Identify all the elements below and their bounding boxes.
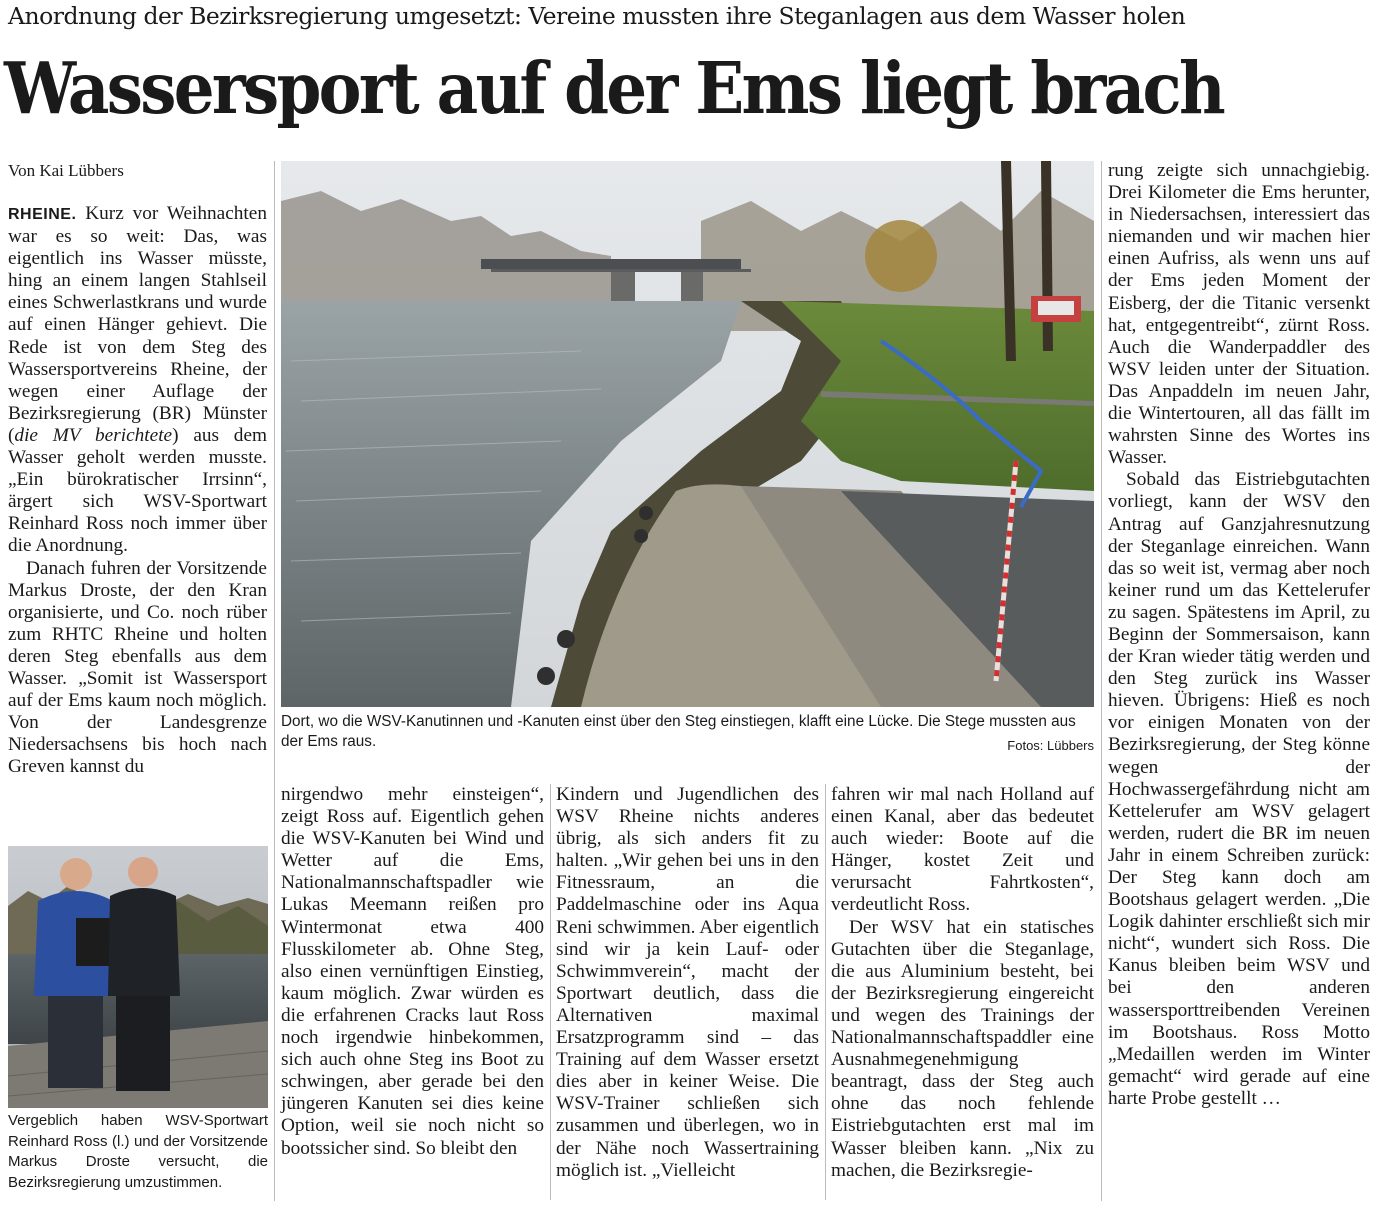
article-column-1 (8, 203, 267, 778)
portrait-photo-image (8, 846, 268, 1108)
paragraph: nirgendwo mehr einsteigen“, zeigt Ross auf. Eigentlich gehen die WSV-Kanuten bei Wind und Wetter auf die Ems, Nationalmannschaftspadler wie Lukas Meemann reißen pro Wintermonat etwa 400 Flusskilometer ab. Ohne Steg, also einen vernünftigen Einstieg, kaum möglich. Zwar würden es die erfahrenen Cracks laut Ross noch irgendwie hinbekommen, sich auch ohne Steg ins Boot zu schwingen, aber gerade bei den jüngeren Kanuten sei dies keine Option, weil sie noch nicht so bootssicher sind. So bleibt den (281, 784, 544, 1159)
river-photo-image (281, 161, 1094, 707)
article-column-4 (831, 784, 1094, 1182)
paragraph: fahren wir mal nach Holland auf einen Kanal, aber das bedeutet auch wieder: Boote auf die Hänger, kostet Zeit und verursacht Fahrtkosten“, verdeutlicht Ross. (831, 784, 1094, 916)
column-rule (1101, 161, 1102, 1201)
article-kicker: Anordnung der Bezirksregierung umgesetzt: Vereine mussten ihre Steganlagen aus dem Wasser holen (8, 2, 1186, 30)
main-photo (281, 161, 1094, 707)
small-photo-caption: Vergeblich haben WSV-Sportwart Reinhard Ross (l.) und der Vorsitzende Markus Droste versucht, die Bezirksregierung umzustimmen. (8, 1112, 268, 1191)
article-column-5 (1108, 160, 1370, 1110)
article-headline: Wassersport auf der Ems liegt brach (4, 46, 1223, 130)
paragraph (8, 203, 267, 558)
column-rule (825, 784, 826, 1200)
paragraph-italic: die MV berichtete (14, 424, 173, 446)
photo-credit: Fotos: Lübbers (1007, 738, 1094, 753)
article-byline: Von Kai Lübbers (8, 161, 124, 180)
column-rule (274, 161, 275, 1201)
paragraph: Der WSV hat ein statisches Gutachten über die Steganlage, die aus Aluminium besteht, bei der Bezirksregierung eingereicht und wegen des Trainings der Nationalmannschaftspaddler eine Ausnahmegenehmigung beantragt, dass der Steg auch ohne das noch fehlende Eistriebgutachten erst mal im Wasser bleiben kann. „Nix zu machen, die Bezirksregie- (831, 916, 1094, 1181)
paragraph-text: Kurz vor Weihnachten war es so weit: Das, was eigentlich ins Wasser müsste, hing an einem langen Stahlseil eines Schwerlastkrans und wurde auf einen Hänger gehievt. Die Rede ist von dem Steg des Wassersportvereins Rheine, der wegen einer Auflage der Bezirksregierung (BR) Münster ( (8, 203, 267, 446)
paragraph: Sobald das Eistriebgutachten vorliegt, kann der WSV den Antrag auf Ganzjahresnutzung der Steganlage einreichen. Wann das so weit ist, vermag aber noch keiner rund um das Kettelerufer zu sagen. Spätestens im April, zu Beginn der Sommersaison, kann der Kran wieder tätig werden und den Steg zurück ins Wasser hieven. Übrigens: Hieß es noch vor einigen Monaten von der Bezirksregierung, der Steg könne wegen der Hochwassergefährdung nicht am Kettelerufer am WSV gelagert werden, rudert die BR im neuen Jahr in einem Schreiben zurück: Der Steg kann doch am Bootshaus gelagert werden. „Die Logik dahinter erschließt sich mir nicht“, wundert sich Ross. Die Kanus bleiben beim WSV und bei den anderen wassersporttreibenden Vereinen im Bootshaus. Ross Motto „Medaillen werden im Winter gemacht“ wird gerade auf eine harte Probe gestellt … (1108, 469, 1370, 1109)
paragraph-text: ) aus dem Wasser geholt werden musste. „Ein bürokratischer Irrsinn“, ärgert sich WSV-Sportwart Reinhard Ross noch immer über die Anordnung. (8, 424, 267, 557)
paragraph: rung zeigte sich unnachgiebig. Drei Kilometer die Ems herunter, in Niedersachsen, interessiert das niemanden und wir machen hier einen Aufriss, als wenn uns auf der Ems jeden Moment der Eisberg, der die Titanic versenkt hat, entgegentreibt“, zürnt Ross. Auch die Wanderpaddler des WSV leiden unter der Situation. Das Anpaddeln im neuen Jahr, die Wintertouren, all das fällt im wahrsten Sinne des Wortes ins Wasser. (1108, 160, 1370, 469)
dateline: RHEINE. (8, 206, 77, 223)
paragraph: Kindern und Jugendlichen des WSV Rheine nichts anderes übrig, als sich anders fit zu halten. „Wir gehen bei uns in den Fitnessraum, an die Paddelmaschine oder ins Aqua Reni schwimmen. Aber eigentlich sind wir ja kein Lauf- oder Schwimmverein“, macht der Sportwart deutlich, dass die Alternativen maximal Ersatzprogramm sind – das Training auf dem Wasser ersetzt dies aber in keiner Weise. Die WSV-Trainer schließen sich zusammen und überlegen, wo in der Nähe noch Wassertraining möglich ist. „Vielleicht (556, 784, 819, 1181)
small-photo (8, 846, 268, 1108)
column-rule (550, 784, 551, 1200)
article-column-2 (281, 784, 544, 1160)
paragraph: Danach fuhren der Vorsitzende Markus Droste, der den Kran organisierte, und Co. noch rüber zum RHTC Rheine und holten deren Steg ebenfalls aus dem Wasser. „Somit ist Wassersport auf der Ems kaum noch möglich. Von der Landesgrenze Niedersachsens bis hoch nach Greven kannst du (8, 557, 267, 778)
article-column-3 (556, 784, 819, 1182)
main-photo-caption: Dort, wo die WSV-Kanutinnen und -Kanuten einst über den Steg einstiegen, klafft eine Lücke. Die Stege mussten aus der Ems raus. (281, 713, 1076, 750)
